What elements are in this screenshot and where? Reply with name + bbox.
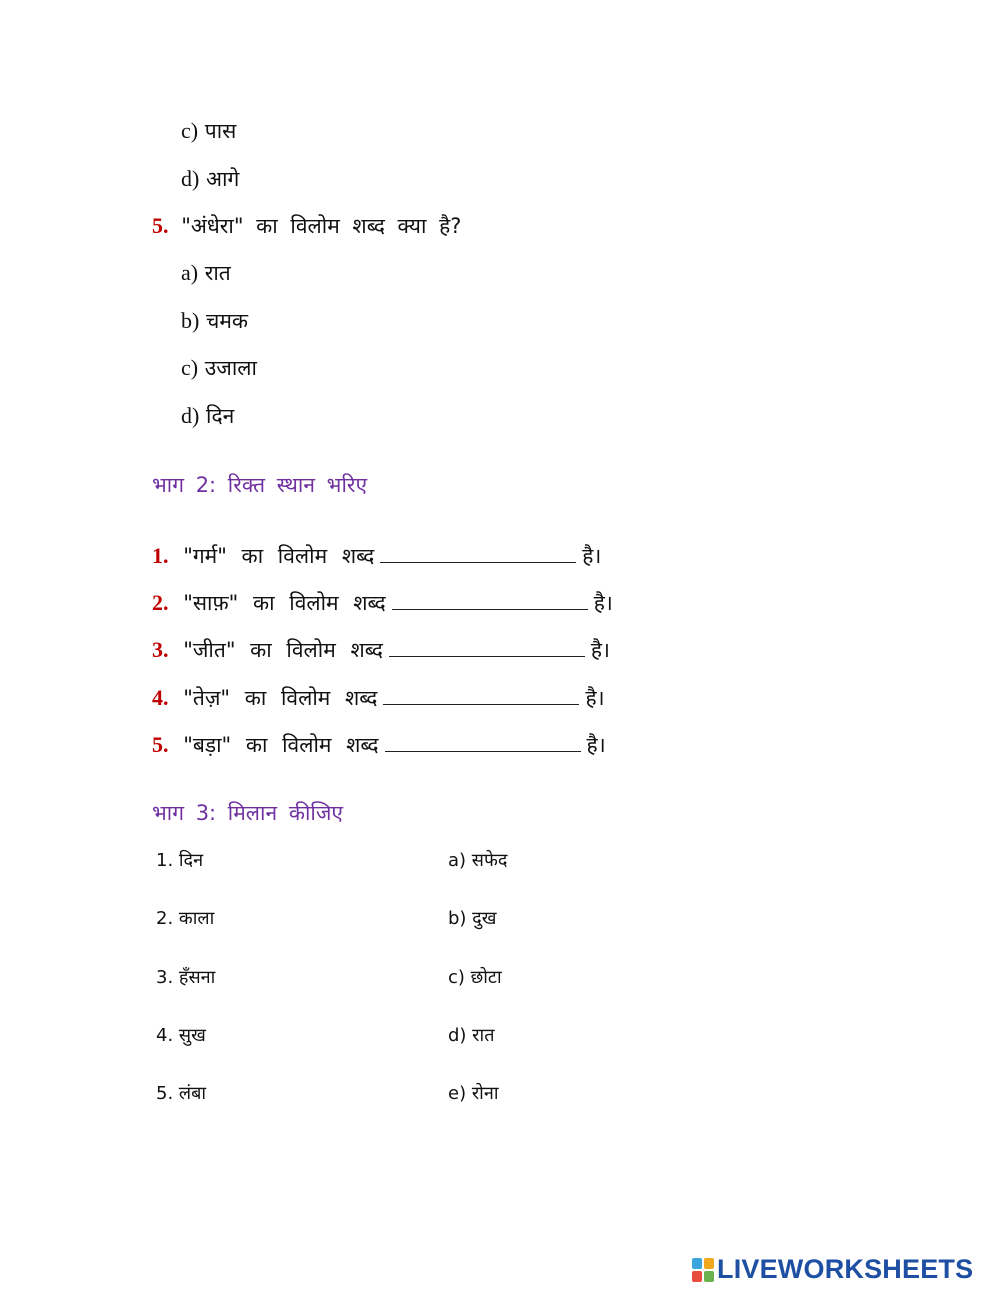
fill-end: है। (585, 686, 605, 710)
logo-text: LIVEWORKSHEETS (717, 1254, 974, 1284)
liveworksheets-logo-icon (692, 1258, 714, 1282)
question-number: 3. (152, 637, 169, 662)
fill-text: "साफ़" का विलोम शब्द (183, 591, 386, 615)
match-left-item[interactable]: 3. हँसना (156, 967, 216, 988)
fill-text: "बड़ा" का विलोम शब्द (183, 733, 379, 757)
option-text: उजाला (204, 356, 257, 380)
answer-blank[interactable] (380, 540, 576, 563)
option-text: चमक (206, 309, 249, 333)
match-left-item[interactable]: 5. लंबा (156, 1083, 207, 1104)
fill-end: है। (586, 733, 606, 757)
option-text: पास (204, 119, 237, 143)
fill-row-5 (152, 729, 606, 759)
question-number: 4. (152, 685, 169, 710)
section-title-part3: भाग 3: मिलान कीजिए (152, 801, 344, 825)
option-letter: d) (181, 403, 200, 428)
fill-end: है। (593, 591, 613, 615)
match-right-item[interactable]: c) छोटा (448, 967, 502, 988)
match-left-item[interactable]: 1. दिन (156, 850, 204, 871)
match-right-item[interactable]: e) रोना (448, 1083, 499, 1104)
fill-row-1 (152, 540, 601, 570)
question-text: "अंधेरा" का विलोम शब्द क्या है? (181, 214, 462, 238)
fill-end: है। (590, 638, 610, 662)
option-text: दिन (206, 404, 235, 428)
answer-blank[interactable] (383, 682, 579, 705)
option-letter: a) (181, 260, 199, 285)
option-letter: d) (181, 166, 200, 191)
fill-text: "जीत" का विलोम शब्द (183, 638, 383, 662)
answer-blank[interactable] (385, 729, 581, 752)
fill-row-4 (152, 682, 605, 712)
question-number: 2. (152, 590, 169, 615)
match-right-item[interactable]: b) दुख (448, 908, 497, 929)
option-letter: c) (181, 118, 199, 143)
match-right-item[interactable]: d) रात (448, 1025, 495, 1046)
question-number: 1. (152, 543, 169, 568)
option-text: आगे (206, 167, 240, 191)
fill-row-3 (152, 634, 610, 664)
option-text: रात (204, 261, 231, 285)
match-left-item[interactable]: 4. सुख (156, 1025, 206, 1046)
q5-option-b[interactable] (181, 307, 248, 335)
match-right-item[interactable]: a) सफेद (448, 850, 508, 871)
q5-option-a[interactable] (181, 259, 231, 287)
option-d (181, 165, 239, 193)
section-title-part2: भाग 2: रिक्त स्थान भरिए (152, 473, 368, 497)
question-5 (152, 212, 461, 240)
match-left-item[interactable]: 2. काला (156, 908, 215, 929)
answer-blank[interactable] (392, 587, 588, 610)
fill-text: "तेज़" का विलोम शब्द (183, 686, 378, 710)
q5-option-d[interactable] (181, 402, 234, 430)
option-letter: c) (181, 355, 199, 380)
fill-end: है। (582, 544, 602, 568)
question-number: 5. (152, 732, 169, 757)
question-number: 5. (152, 213, 169, 238)
liveworksheets-logo[interactable] (692, 1254, 973, 1285)
option-letter: b) (181, 308, 200, 333)
fill-text: "गर्म" का विलोम शब्द (183, 544, 375, 568)
answer-blank[interactable] (389, 634, 585, 657)
fill-row-2 (152, 587, 613, 617)
q5-option-c[interactable] (181, 354, 257, 382)
option-c (181, 117, 236, 145)
